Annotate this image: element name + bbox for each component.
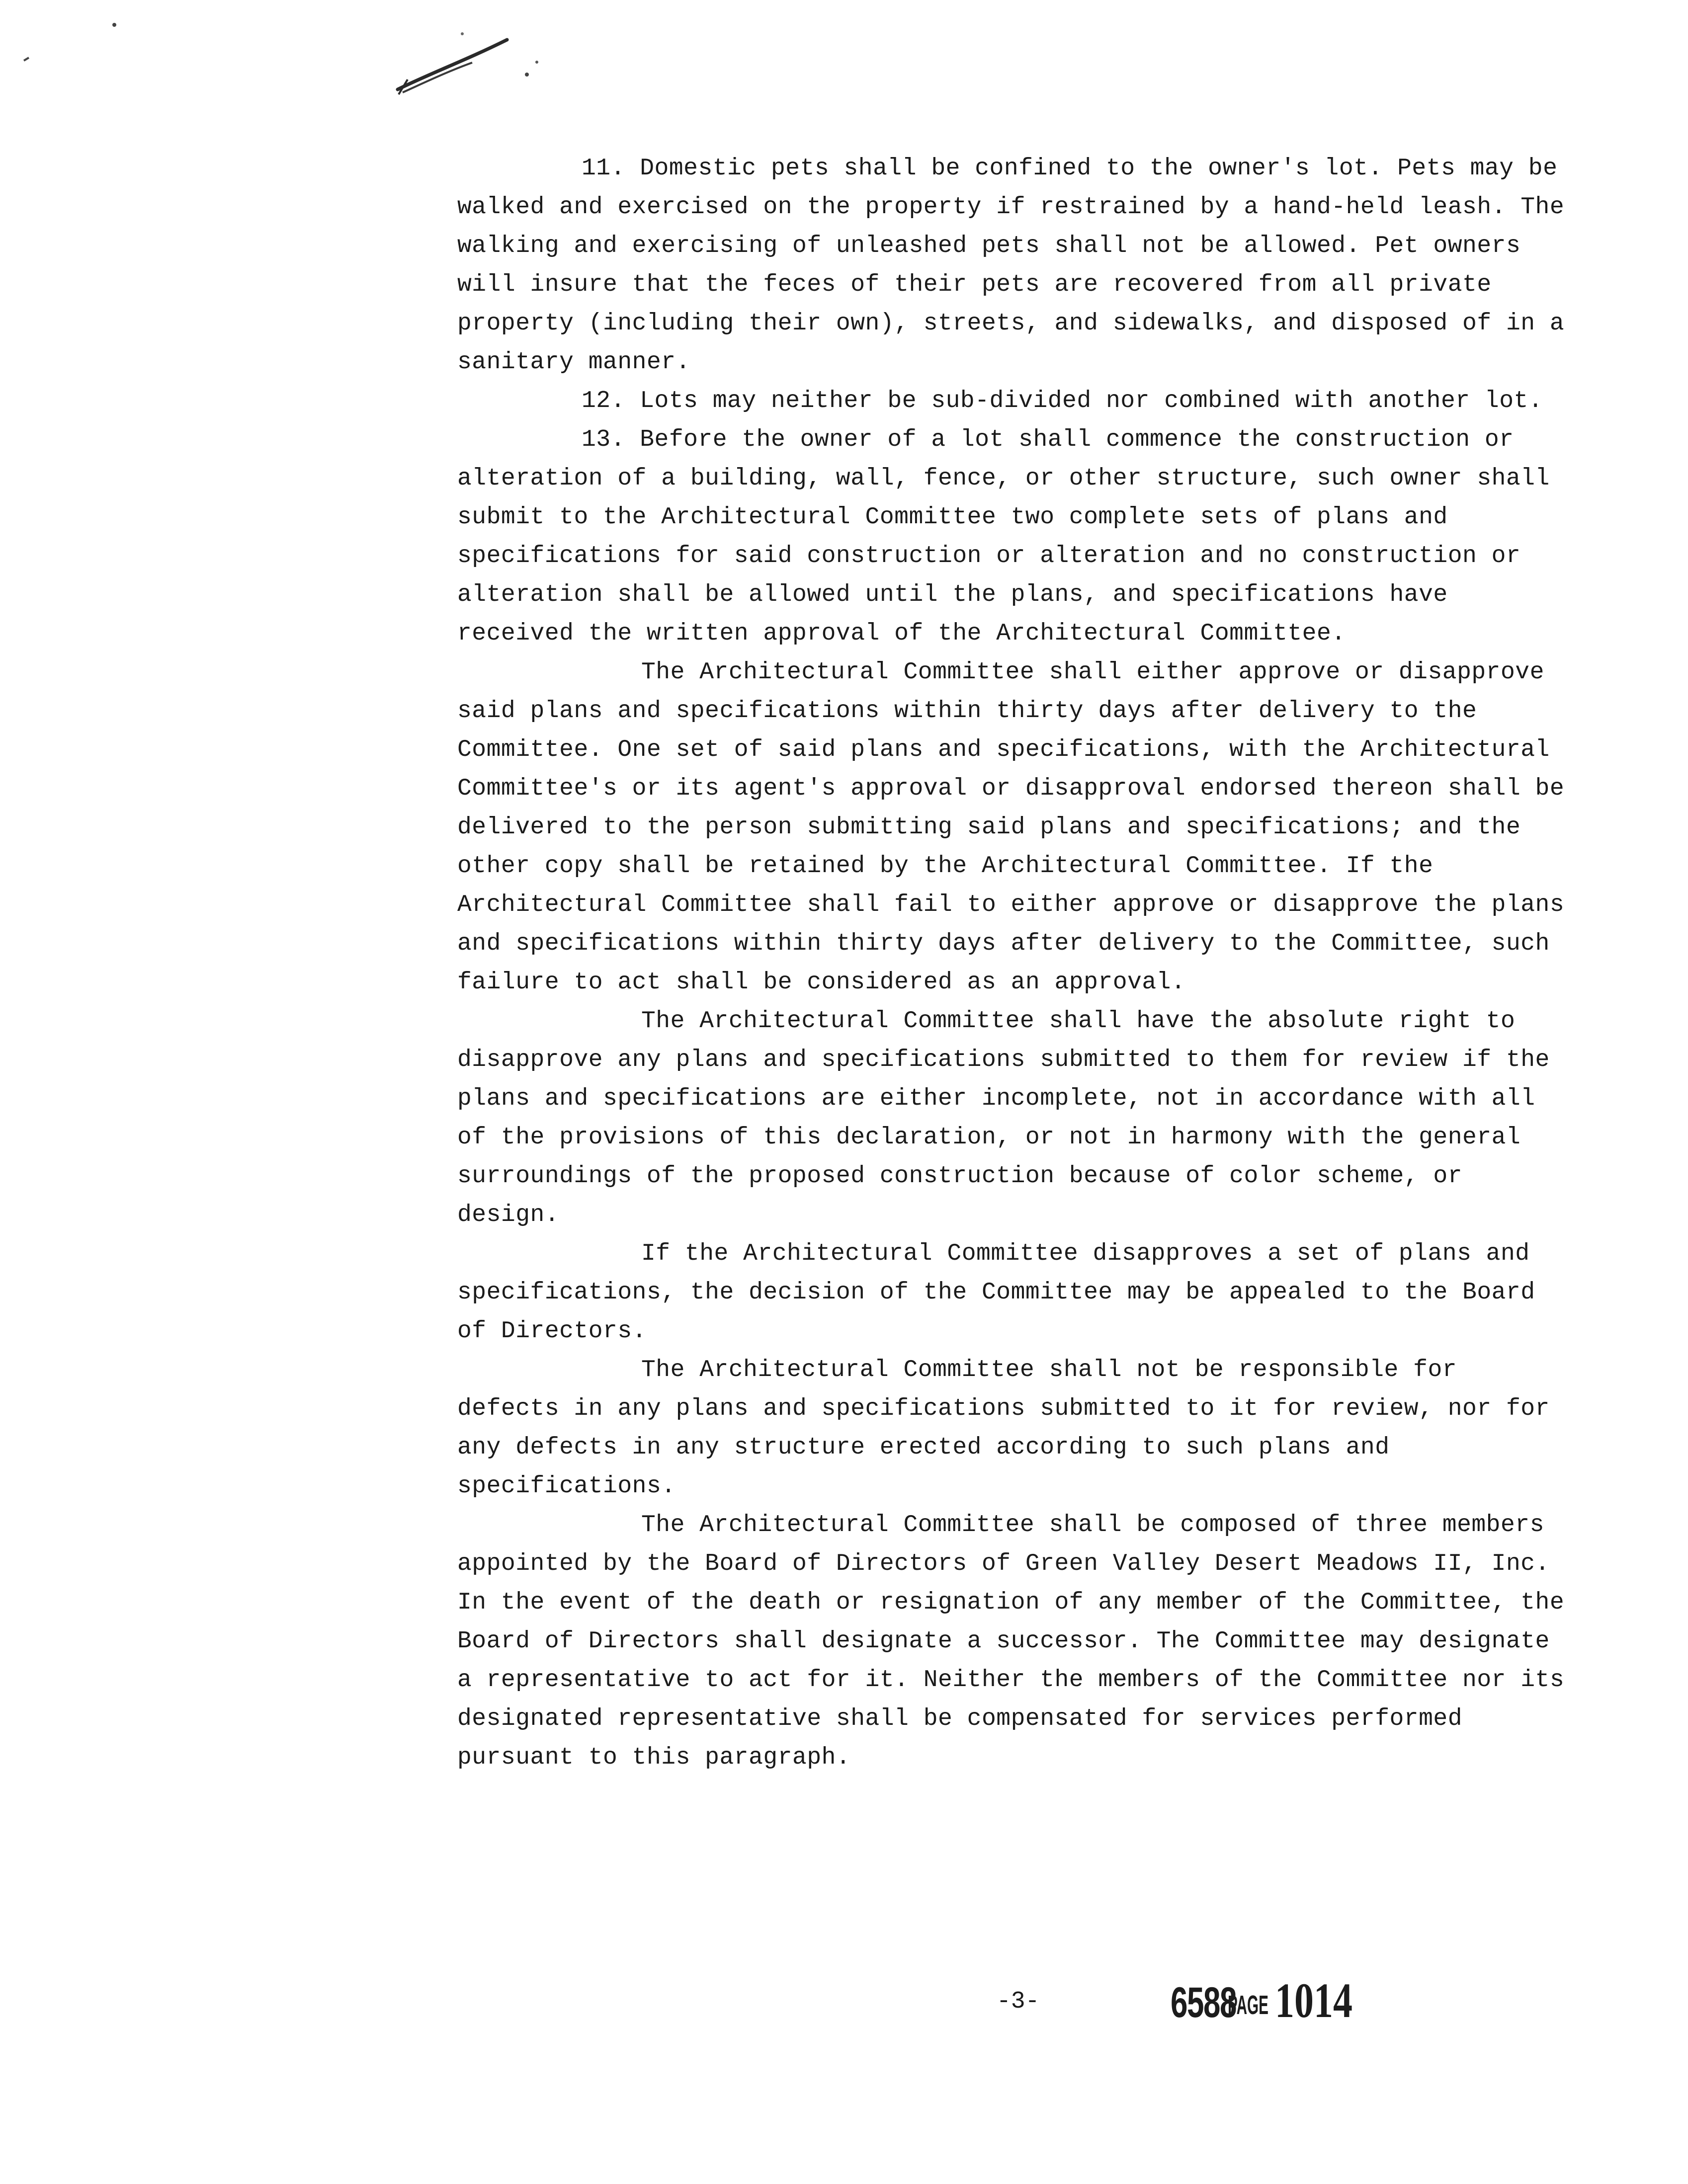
paragraph-13: 13. Before the owner of a lot shall commence the construction or alteration of a building, wall, fence, or other structure, such owner shall submit to the Architectural Committee two complete sets of plans and specifications for said construction or alteration and no construction or alteration shall be allowed until the plans, and specifications have received the written approval of the Architectural Committee. [457,426,1550,647]
document-body [457,149,1571,1777]
recording-stamp [1171,1972,1374,2026]
page-number: -3- [997,1988,1040,2015]
paragraph-13-composition: The Architectural Committee shall be composed of three members appointed by the Board of Directors of Green Valley Desert Meadows II, Inc. In the event of the death or resignation of any member of the Committee, the Board of Directors shall designate a successor. The Committee may designate a representative to act for it. Neither the members of the Committee nor its designated representative shall be compensated for services performed pursuant to this paragraph. [457,1512,1565,1771]
stamp-page-number: 1014 [1275,1973,1353,2028]
paragraph-13-liability: The Architectural Committee shall not be responsible for defects in any plans and specifications submitted to it for review, nor for any defects in any structure erected according to such plans and specifications. [457,1357,1550,1500]
scan-speck-mark [15,15,134,70]
pen-stroke-mark [388,20,557,104]
paragraph-13-approval-timeline: The Architectural Committee shall either approve or disapprove said plans and specifications within thirty days after delivery to the Committee. One set of said plans and specifications, with the Architectural Committee's or its agent's approval or disapproval endorsed thereon shall be delivered to the person submitting said plans and specifications; and the other copy shall be retained by the Architectural Committee. If the Architectural Committee shall fail to either approve or disapprove the plans and specifications within thirty days after delivery to the Committee, such failure to act shall be considered as an approval. [457,659,1565,996]
paragraph-13-right-to-disapprove: The Architectural Committee shall have the absolute right to disapprove any plans and specifications submitted to them for review if the plans and specifications are either incomplete, not in accordance with all of the provisions of this declaration, or not in harmony with the general surroundings of the proposed construction because of color scheme, or design. [457,1008,1550,1228]
stamp-page-word: PAGE [1228,1990,1269,2020]
stamp-book-number: 6588 [1171,1979,1236,2026]
paragraph-12: 12. Lots may neither be sub-divided nor combined with another lot. [582,388,1543,414]
paragraph-11: 11. Domestic pets shall be confined to the owner's lot. Pets may be walked and exercised on the property if restrained by a hand-held leash. The walking and exercising of unleashed pets shall not be allowed. Pet owners will insure that the feces of their pets are recovered from all private property (including their own), streets, and sidewalks, and disposed of in a sanitary manner. [457,155,1565,376]
paragraph-13-appeal: If the Architectural Committee disapproves a set of plans and specifications, the decision of the Committee may be appealed to the Board of Directors. [457,1240,1535,1345]
